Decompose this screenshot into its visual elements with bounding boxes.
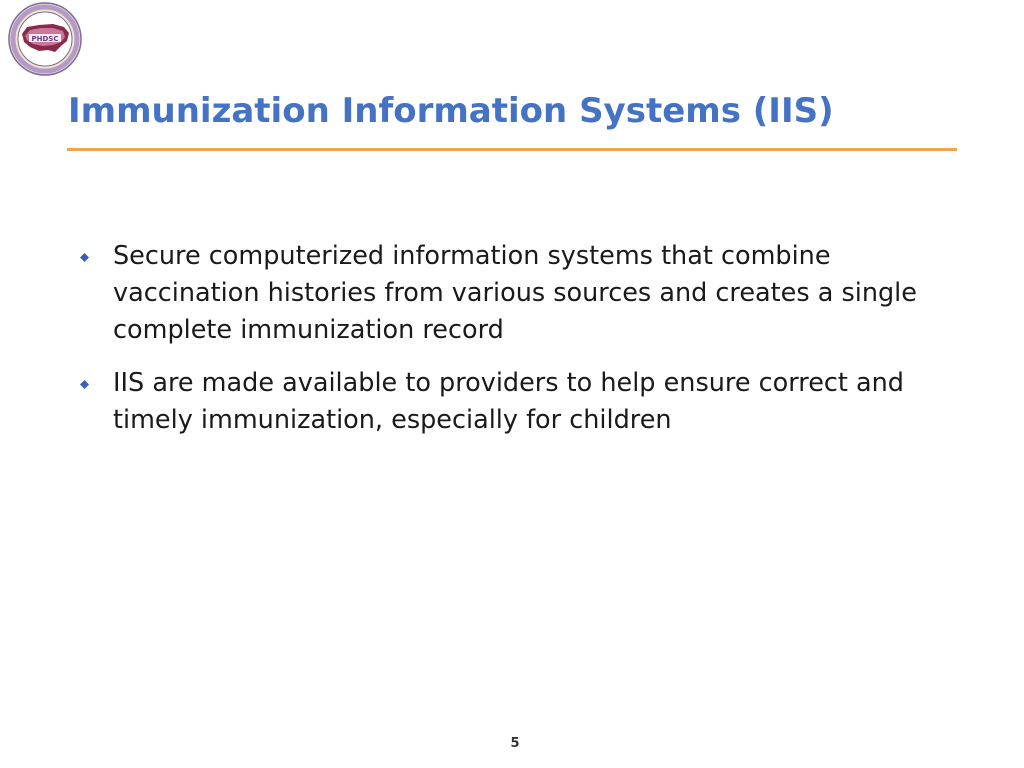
- diamond-bullet-icon: [80, 253, 89, 262]
- slide-title: Immunization Information Systems (IIS): [68, 91, 834, 131]
- logo-text: PHDSC: [31, 35, 59, 43]
- bullet-text: IIS are made available to providers to help ensure correct and timely immunization, especially for children: [113, 368, 904, 435]
- phdsc-seal-icon: [3, 0, 85, 78]
- title-underline: [67, 148, 957, 151]
- bullet-item: [70, 365, 970, 439]
- phdsc-logo: [3, 0, 85, 78]
- page-number: 5: [510, 736, 520, 751]
- bullet-item: [70, 238, 970, 349]
- bullet-list: [70, 238, 970, 455]
- diamond-bullet-icon: [80, 380, 89, 389]
- bullet-text: Secure computerized information systems that combine vaccination histories from various sources and creates a single complete immunization record: [113, 241, 917, 345]
